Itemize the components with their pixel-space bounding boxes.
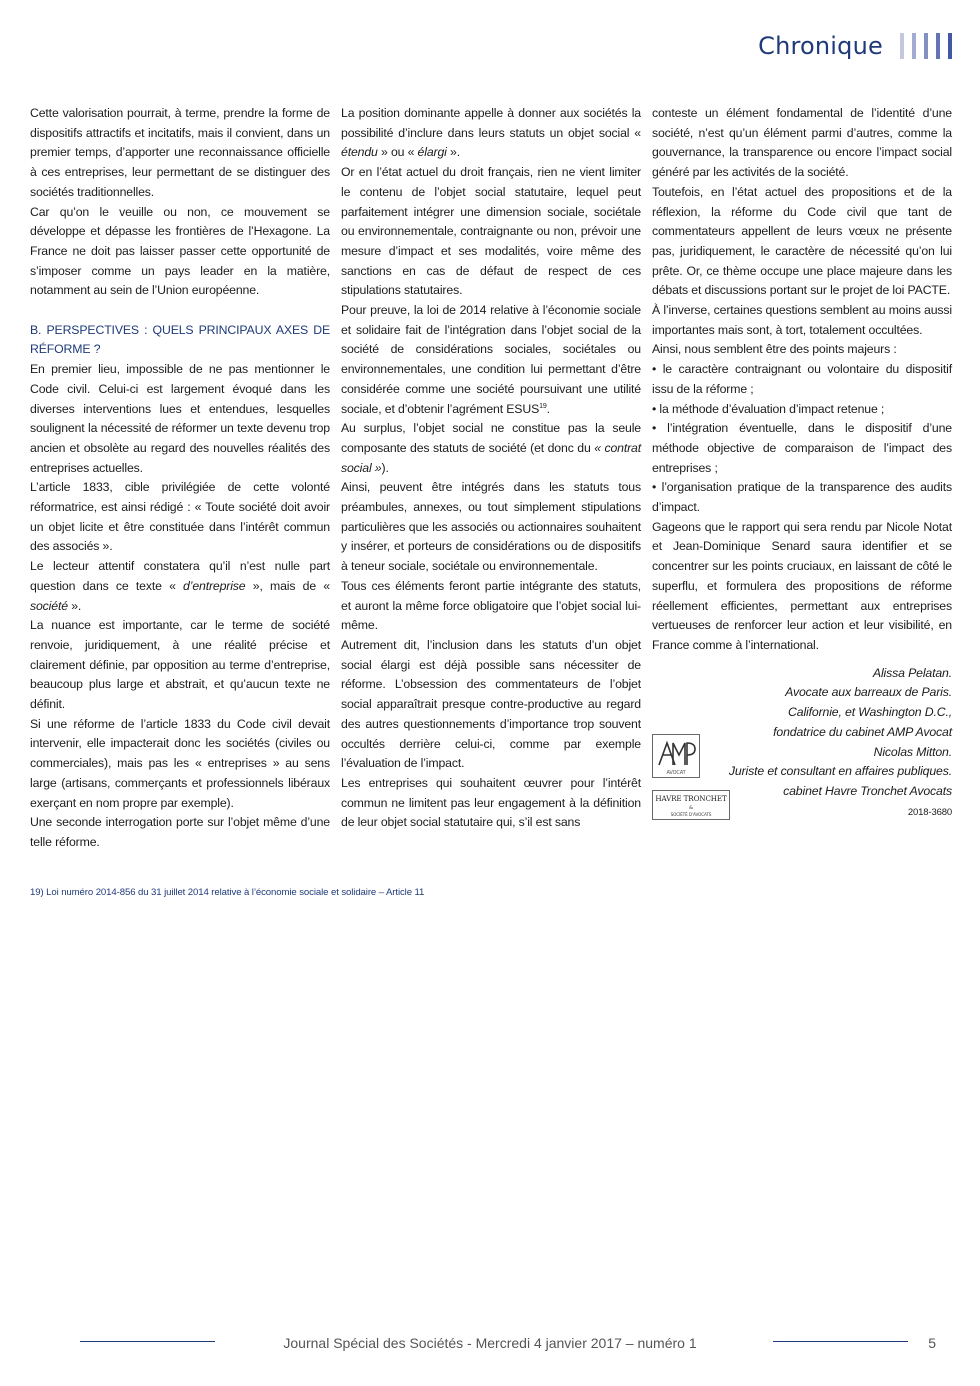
paragraph: Toutefois, en l’état actuel des propositions et de la réflexion, la réforme du Code civil que tant de commentateurs appellent de leurs vœux ne présente pas, juridiquement, le caractère de nécessité qu’on lui prête. Or, ce thème occupe une place majeure dans les débats et discussions portant sur le projet de loi PACTE.	[652, 184, 952, 298]
footer-publication: Journal Spécial des Sociétés - Mercredi 4 janvier 2017 – numéro 1	[283, 1335, 697, 1351]
paragraph	[341, 301, 641, 419]
paragraph: Cette valorisation pourrait, à terme, prendre la forme de dispositifs attractifs et incitatifs, mais il convient, dans un premier temps, d’apporter une reconnaissance officielle à ces entreprises, leur permettant de se distinguer des sociétés traditionnelles.	[30, 106, 330, 199]
text-run: ».	[67, 598, 82, 613]
amp-caption: AVOCAT	[666, 769, 686, 776]
text-run: .	[546, 401, 550, 416]
signature-line: Alissa Pelatan.	[872, 665, 952, 680]
header-bar	[948, 33, 952, 59]
signature-line: fondatrice du cabinet AMP Avocat	[773, 724, 952, 739]
emphasis: d’entreprise	[183, 578, 246, 593]
paragraph: En premier lieu, impossible de ne pas mentionner le Code civil. Celui-ci est largement évoqué dans les diverses interventions lues et entendues, lesquelles soulignent la nécessité de réformer un texte devenu trop ancien et obsolète au regard des nouvelles réalités des entreprises actuelles.	[30, 362, 330, 475]
article-body	[30, 104, 952, 853]
bullet-item: • l’intégration éventuelle, dans le dispositif d’une méthode objective de comparaison de l’impact des entreprises ;	[652, 421, 952, 475]
paragraph: Car qu’on le veuille ou non, ce mouvement se développe et dépasse les frontières de l’Hexagone. La France ne doit pas laisser passer cette opportunité de s’imposer comme un pays leader en la matière, notamment au sein de l’Union européenne.	[30, 204, 330, 298]
paragraph: Ainsi, peuvent être intégrés dans les statuts tous préambules, annexes, ou tout simplement stipulations particulières que les associés ou actionnaires souhaitent y insérer, et porteurs de considérations ou de dispositifs à teneur sociale, sociétale ou environnementale.	[341, 480, 641, 574]
havre-amp: &	[688, 804, 694, 811]
paragraph	[341, 419, 641, 478]
signature-line: Avocate aux barreaux de Paris.	[785, 685, 952, 700]
paragraph: Une seconde interrogation porte sur l’objet même d’une telle réforme.	[30, 815, 330, 849]
paragraph: La nuance est importante, car le terme de société renvoie, juridiquement, à une réalité précise et clairement définie, par opposition au terme d’entreprise, beaucoup plus large et abstrait, et qu’aucun texte ne définit.	[30, 618, 330, 712]
havre-tronchet-wordmark	[653, 791, 729, 819]
amp-monogram-icon	[653, 735, 699, 777]
text-run: La position dominante appelle à donner aux sociétés la possibilité d’inclure dans leurs statuts un objet social «	[341, 106, 641, 140]
column-3	[652, 104, 952, 853]
emphasis: étendu	[341, 145, 378, 160]
havre-name: HAVRE TRONCHET	[655, 793, 727, 803]
paragraph	[30, 557, 330, 616]
column-1	[30, 104, 330, 853]
section-heading	[30, 321, 330, 360]
paragraph: Les entreprises qui souhaitent œuvrer pour l’intérêt commun ne limitent pas leur engagement à la définition de leur objet social statutaire qui, s’il est sans	[341, 775, 641, 830]
page-header	[758, 28, 952, 64]
signature-line: Juriste et consultant en affaires publiques.	[728, 764, 952, 779]
paragraph: À l’inverse, certaines questions semblent au moins aussi importantes mais sont, à tort, totalement occultées.	[652, 303, 952, 337]
header-bar	[900, 33, 904, 59]
bullet-item: • la méthode d’évaluation d’impact retenue ;	[652, 401, 885, 416]
paragraph: Si une réforme de l’article 1833 du Code civil devait intervenir, elle impacterait donc les sociétés (civiles ou commerciales), mais pas les « entreprises » au sens large (artisans, commerçants et professionnels libéraux exerçant en nom propre par exemple).	[30, 716, 330, 810]
header-bar	[936, 33, 940, 59]
paragraph: Tous ces éléments feront partie intégrante des statuts, et auront la même force obligatoire que l’objet social lui-même.	[341, 578, 641, 633]
amp-avocat-logo	[652, 734, 700, 778]
emphasis: élargi	[417, 145, 447, 160]
paragraph: Gageons que le rapport qui sera rendu par Nicole Notat et Jean-Dominique Senard saura identifier et se concentrer sur les points cruciaux, en laissant de côté le superflu, et formulera des propositions de réforme réellement efficientes, permettant aux entreprises vertueuses de renforcer leur action et leur visibilité, en France comme à l’international.	[652, 519, 952, 652]
header-bar	[924, 33, 928, 59]
paragraph: Autrement dit, l’inclusion dans les statuts d’un objet social élargi est déjà possible sans nécessiter de réforme. L’obsession des commentateurs de l’objet social apparaîtrait presque contre-productive au regard des autres questionnements d’importance trop souvent occultés derrière celui-ci, comme par exemple l’évaluation de l’impact.	[341, 637, 641, 771]
paragraph: Or en l’état actuel du droit français, rien ne vient limiter le contenu de l’objet social statutaire, lequel peut parfaitement intégrer une dimension sociale, sociétale ou environnementale, contraignante ou non, prévoir une mesure d’impact et ses modalités, voire même des sanctions en cas de défaut de respect de ces stipulations statutaires.	[341, 165, 641, 298]
signature-line: Nicolas Mitton.	[873, 744, 952, 759]
footnote: 19) Loi numéro 2014-856 du 31 juillet 2014 relative à l’économie sociale et solidaire – Article 11	[30, 887, 425, 898]
header-bar	[912, 33, 916, 59]
header-bars-decoration	[892, 33, 952, 59]
page-number: 5	[928, 1335, 936, 1351]
signature-block	[652, 664, 952, 818]
text-run: Pour preuve, la loi de 2014 relative à l’économie sociale et solidaire fait de l’intégration dans l’objet social de la société de considérations sociales, sociétales ou environnementales, une condition lui permettant d’être considérée comme une société poursuivant une utilité sociale, et d’obtenir l’agrément ESUS	[341, 303, 641, 416]
signature-line: Californie, et Washington D.C.,	[788, 705, 952, 720]
bullet-item: • le caractère contraignant ou volontaire du dispositif issu de la réforme ;	[652, 362, 952, 396]
reference-number: 2018-3680	[907, 806, 952, 818]
section-heading-text: B. PERSPECTIVES : QUELS PRINCIPAUX AXES DE RÉFORME ?	[30, 322, 330, 357]
emphasis: société	[30, 598, 68, 613]
signature-line: cabinet Havre Tronchet Avocats	[783, 783, 952, 798]
text-run: Au surplus, l’objet social ne constitue pas la seule composante des statuts de société (et donc du	[341, 421, 641, 455]
column-2	[341, 104, 641, 853]
signature-lines	[729, 664, 952, 824]
havre-tronchet-logo	[652, 790, 730, 820]
paragraph: Ainsi, nous semblent être des points majeurs :	[652, 342, 897, 357]
text-run: ».	[446, 145, 460, 160]
text-run: Le lecteur attentif constatera qu’il n’est nulle part question dans ce texte «	[30, 559, 330, 593]
section-title: Chronique	[758, 32, 883, 60]
paragraph	[341, 104, 641, 163]
havre-caption: SOCIÉTÉ D’AVOCATS	[670, 811, 712, 817]
text-run: ).	[381, 460, 389, 475]
bullet-item: • l’organisation pratique de la transparence des audits d’impact.	[652, 480, 952, 515]
text-run: » ou «	[377, 145, 418, 160]
paragraph: conteste un élément fondamental de l’identité d’une société, n’est qu’un élément parmi d’autres, comme la gouvernance, la transparence ou encore l’impact social généré par les activités de la société.	[652, 106, 952, 180]
footnote-ref[interactable]: 19	[539, 402, 547, 410]
paragraph: L’article 1833, cible privilégiée de cette volonté réformatrice, est ainsi rédigé : « Toute société doit avoir un objet licite et être constituée dans l’intérêt commun des associés ».	[30, 480, 330, 554]
text-run: », mais de «	[245, 578, 330, 593]
emphasis: « contrat social »	[341, 440, 642, 475]
